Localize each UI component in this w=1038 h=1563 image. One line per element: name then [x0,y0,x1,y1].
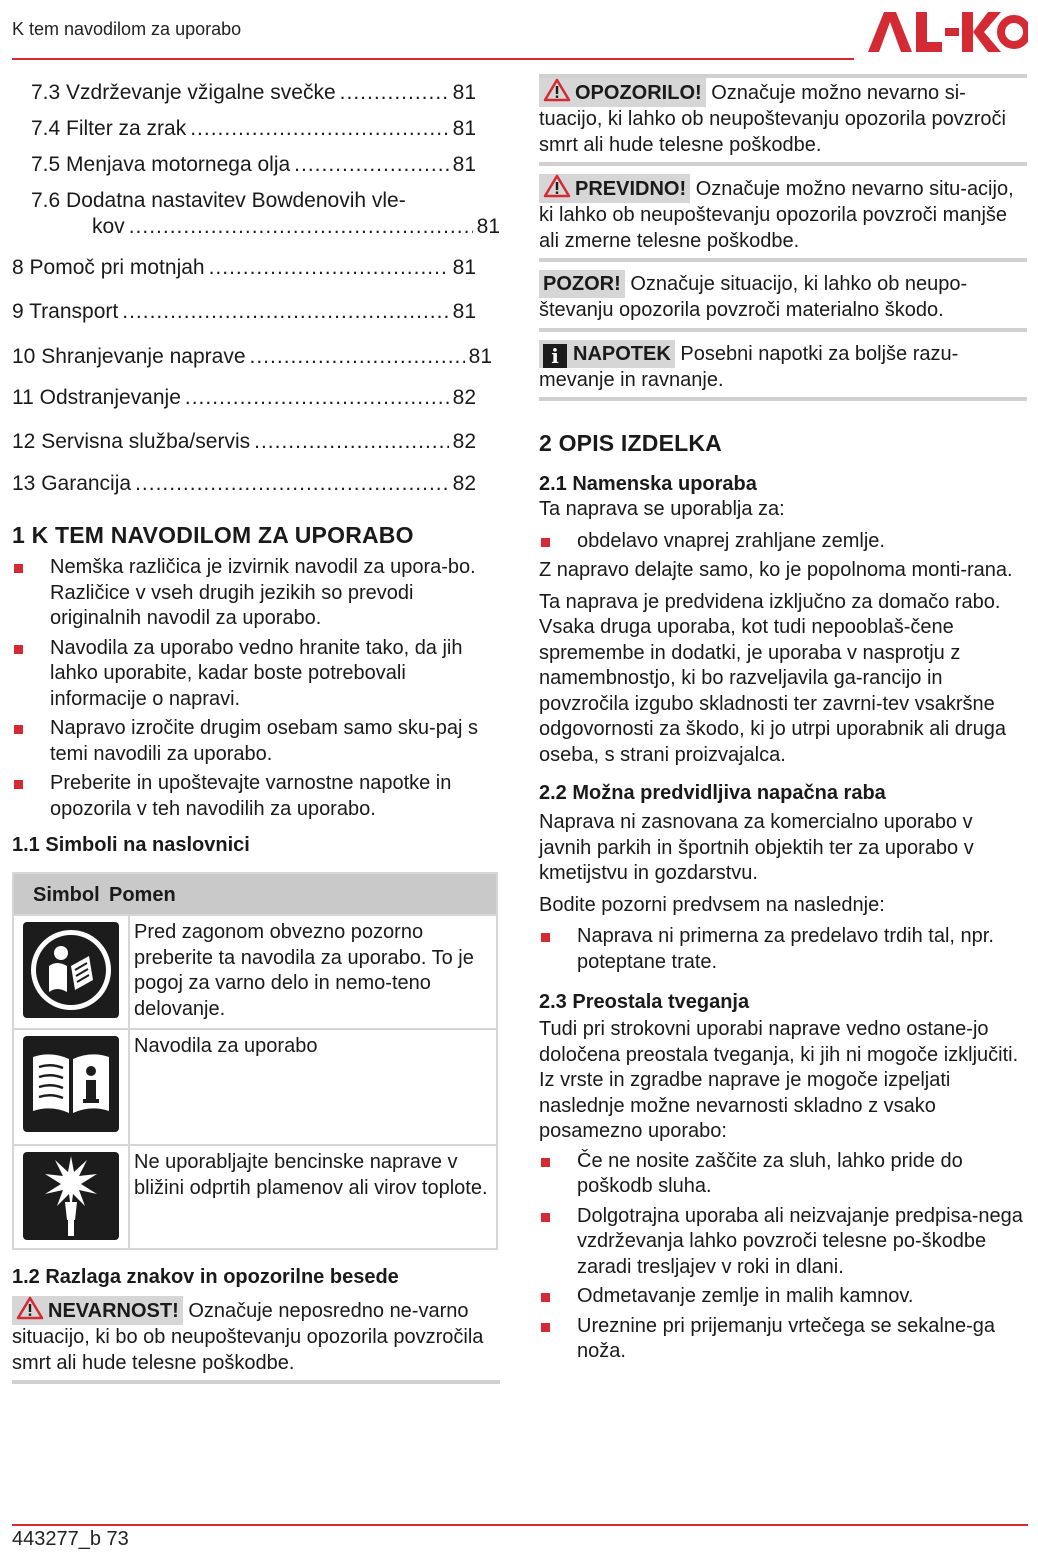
alko-logo [866,8,1028,56]
note-label: i NAPOTEK [539,340,675,368]
table-header [14,874,496,914]
read-manual-icon [23,922,119,1018]
table-row: Navodila za uporabo [14,1028,496,1144]
fire-hazard-icon [23,1152,119,1240]
warning-triangle-icon [543,78,571,102]
warning-signal-block: OPOZORILO! Označuje možno nevarno si-tuacijo, ki lahko ob neupoštevanju opozorila povzroči smrt ali hude telesne poškodbe. [539,74,1027,166]
section-1-1-heading: 1.1 Simboli na naslovnici [12,834,250,856]
page-header-title: K tem navodilom za uporabo [12,19,242,39]
danger-label: NEVARNOST! [12,1296,183,1325]
list-item: Nemška različica je izvirnik navodil za upora-bo. Različice v vseh drugih jezikih so prevodi originalnih navodil za uporabo. [12,555,500,632]
section-1-2-heading: 1.2 Razlaga znakov in opozorilne besede [12,1266,399,1288]
section-2-3-heading: 2.3 Preostala tveganja [539,991,750,1013]
section-2-1-heading: 2.1 Namenska uporaba [539,473,757,495]
list-item: Navodila za uporabo vedno hranite tako, da jih lahko uporabite, kadar boste potrebovali informacije o napravi. [12,636,500,713]
info-icon: i [543,344,567,368]
list-item: Odmetavanje zemlje in malih kamnov. [539,1284,1027,1310]
toc-item[interactable]: 13 Garancija ..... 82 [12,471,500,497]
toc-item[interactable]: 7.3 Vzdrževanje vžigalne svečke ..... 81 [12,80,500,106]
right-column: OPOZORILO! Označuje možno nevarno si-tuacijo, ki lahko ob neupoštevanju opozorila povzroči smrt ali hude telesne poškodbe. PREVIDNO! Označuje možno nevarno situ-acijo, ki lahko ob neupoštevanju opozorila povzroči manjše ali zmerne telesne poškodbe. POZOR! Označuje situacijo, ki lahko ob neupo-števanju opozorila povzroči materialno škodo. i NAPOTEK Posebni napotki za boljše razu-mevanje in ravnanje. 2 OPIS IZDELKA 2.1 Namenska uporaba Ta naprava se uporablja za: obdelavo vnaprej zrahljane zemlje. Z napravo delajte samo, ko je popolnoma monti-rana. Ta naprava je predvidena izključno za domačo rabo. Vsaka druga uporaba, kot tudi nepooblaš-čene spremembe in dodatki, je uporaba v nasprotju z namembnostjo, ki bo razveljavila ga-rancijo in povzročila izgubo skladnosti ter zavrni-tev vsakršne odgovornosti za škodo, ki jo utrpi uporabnik ali druga oseba, s strani proizvajalca. 2.2 Možna predvidljiva napačna raba Naprava ni zasnovana za komercialno uporabo v javnih parkih in športnih objektih ter za uporabo v kmetijstvu in gozdarstvu. Bodite pozorni predvsem na naslednje: Naprava ni primerna za predelavo trdih tal, npr. poteptane trate. 2.3 Preostala tveganja Tudi pri strokovni uporabi naprave vedno ostane-jo določena preostala tveganja, ki jih ni mogoče izključiti. Iz vrste in zgradbe naprave je mogoče izpeljati naslednje možne nevarnosti skladno z vsako posamezno uporabo: Če ne nosite zaščite za sluh, lahko pride do poškodb sluha. Dolgotrajna uporaba ali neizvajanje predpisa-nega vzdrževanja lahko povzroči telesne po-škodbe zaradi tresljajev v roki in dlani. Odmetavanje zemlje in malih kamnov. Ureznine pri prijemanju vrtečega se sekalne-ga noža. [539,74,1027,1369]
caution-signal-block: PREVIDNO! Označuje možno nevarno situ-acijo, ki lahko ob neupoštevanju opozorila povzroči manjše ali zmerne telesne poškodbe. [539,174,1027,262]
section-2-2-heading: 2.2 Možna predvidljiva napačna raba [539,782,886,804]
warning-triangle-icon [16,1296,44,1320]
footer-doc-page: 443277_b 73 [12,1528,129,1550]
manual-info-icon [23,1036,119,1132]
toc-item[interactable]: 10 Shranjevanje naprave ..... 81 [12,344,500,370]
symbols-table [12,872,498,1250]
toc-item[interactable]: 11 Odstranjevanje ..... 82 [12,385,500,411]
notice-label: POZOR! [539,270,625,298]
toc-item[interactable]: 8 Pomoč pri motnjah ..... 81 [12,255,500,281]
section-1-bullets [12,555,500,822]
toc-item[interactable]: 7.6 Dodatna nastavitev Bowdenovih vle- kov ..... 81 [12,188,500,240]
list-item: Preberite in upoštevajte varnostne napotke in opozorila v teh navodilih za uporabo. [12,771,500,822]
toc-item[interactable]: 12 Servisna služba/servis ..... 82 [12,429,500,455]
header-rule [12,58,854,60]
section-2-heading: 2 OPIS IZDELKA [539,430,722,456]
list-item: Ureznine pri prijemanju vrtečega se sekalne-ga noža. [539,1314,1027,1365]
footer-rule [12,1524,1028,1526]
toc-item[interactable]: 9 Transport ..... 81 [12,299,500,325]
toc-item[interactable]: 7.5 Menjava motornega olja ..... 81 [12,152,500,178]
left-column [12,80,500,1384]
warning-triangle-icon [543,174,571,198]
list-item: Naprava ni primerna za predelavo trdih tal, npr. poteptane trate. [539,924,1027,975]
table-row: Pred zagonom obvezno pozorno preberite ta navodila za uporabo. To je pogoj za varno delo in nemo-teno delovanje. [14,914,496,1028]
section-1-heading: 1 K TEM NAVODILOM ZA UPORABO [12,522,414,548]
list-item: obdelavo vnaprej zrahljane zemlje. [539,529,1027,555]
notice-signal-block: POZOR! Označuje situacijo, ki lahko ob neupo-števanju opozorila povzroči materialno škodo. [539,270,1027,332]
column-header-meaning: Pomen [109,884,176,906]
table-row: Ne uporabljajte bencinske naprave v bližini odprtih plamenov ali virov toplote. [14,1144,496,1248]
toc-item[interactable]: 7.4 Filter za zrak ..... 81 [12,116,500,142]
danger-signal-block: NEVARNOST! Označuje neposredno ne-varno situacijo, ki bo ob neupoštevanju opozorila povzročila smrt ali hude telesne poškodbe. [12,1296,500,1384]
warning-label: OPOZORILO! [539,78,706,107]
caution-label: PREVIDNO! [539,174,690,203]
table-of-contents [12,80,500,497]
list-item: Če ne nosite zaščite za sluh, lahko pride do poškodb sluha. [539,1149,1027,1200]
list-item: Napravo izročite drugim osebam samo sku-paj s temi navodili za uporabo. [12,716,500,767]
list-item: Dolgotrajna uporaba ali neizvajanje predpisa-nega vzdrževanja lahko povzroči telesne po-škodbe zaradi tresljajev v roki in dlani. [539,1204,1027,1281]
column-header-symbol: Simbol [33,884,100,906]
note-signal-block: i NAPOTEK Posebni napotki za boljše razu-mevanje in ravnanje. [539,340,1027,402]
